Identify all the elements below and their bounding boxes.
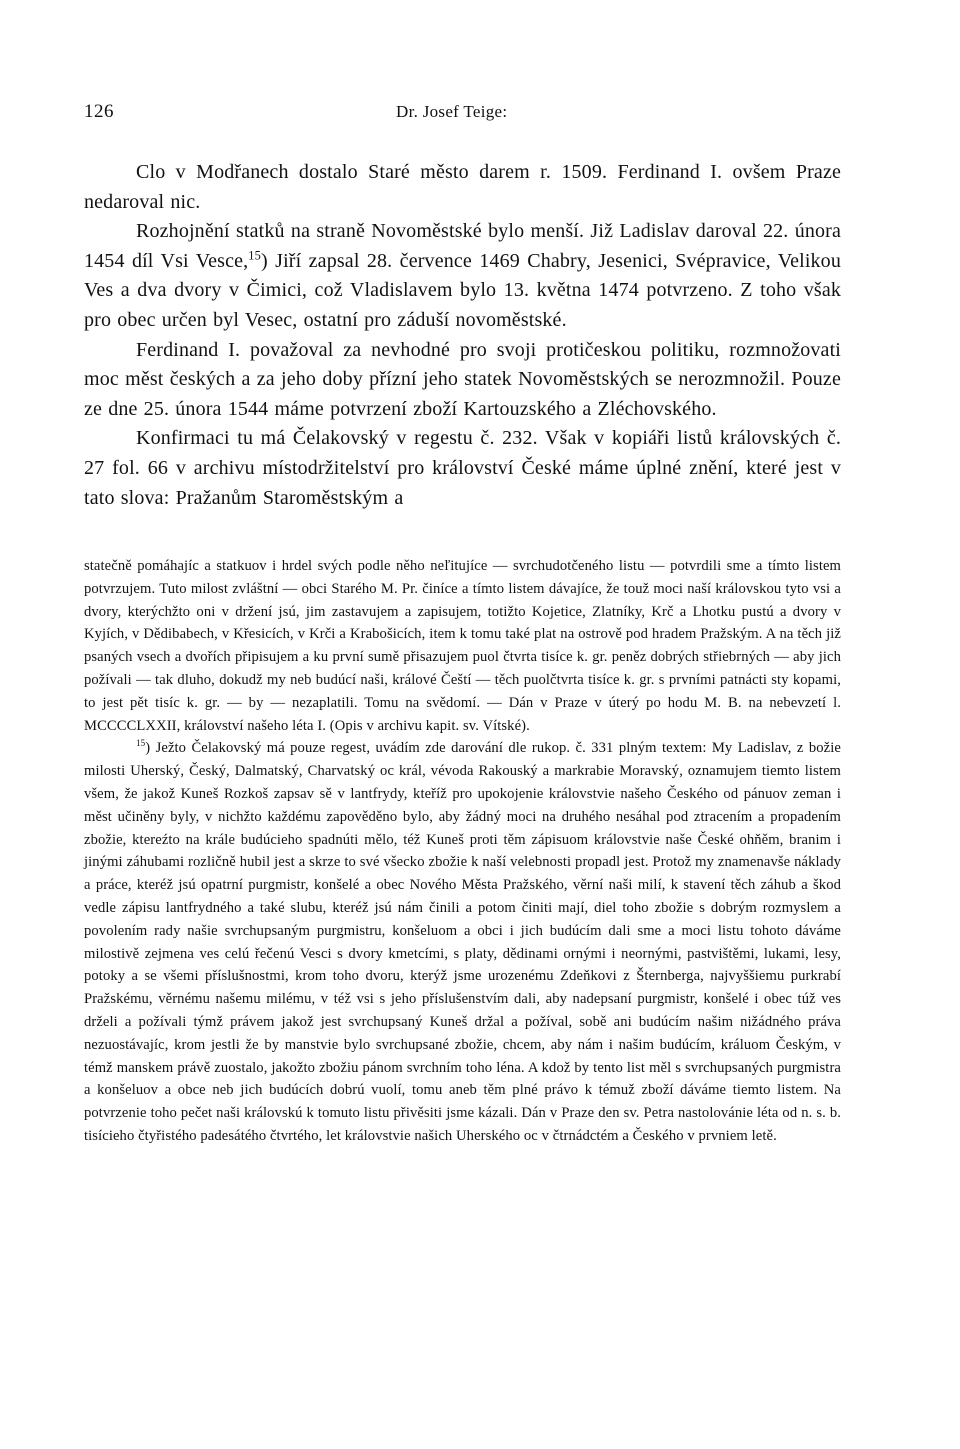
paragraph-text: Clo v Modřanech dostalo Staré město darem r. 1509. Ferdinand I. ovšem Praze nedaroval nic. bbox=[84, 161, 841, 213]
footnote-number: 15 bbox=[136, 738, 146, 749]
page-number: 126 bbox=[84, 101, 114, 122]
running-head: Dr. Josef Teige: bbox=[396, 102, 508, 121]
paragraph bbox=[84, 217, 841, 335]
footnote bbox=[84, 737, 841, 1147]
paragraph bbox=[84, 158, 841, 217]
paragraph-text: Ferdinand I. považoval za nevhodné pro svoji protičeskou politiku, rozmnožovati moc měst českých a za jeho doby přízní jeho statek Novoměstských se nerozmnožil. Pouze ze dne 25. února 1544 máme potvrzení zboží Kartouzského a Zléchovského. bbox=[84, 338, 841, 420]
footnote-text: ) Ježto Čelakovský má pouze regest, uvádím zde darování dle rukop. č. 331 plným textem: My Ladislav, z božie milosti Uherský, Český, Dalmatský, Charvatský oc král, vévoda Rakouský a markrabie Moravský, oznamujem tiemto listem všem, že jakož Kuneš Rozkoš zapsav sě v lantfrydy, kteříž pro upokojenie královstvie našeho Českého od pánuov zeman i měst učiněny byly, v nichžto každému zapověděno bylo, aby žádný moci na druhého nesáhal pod ztracením a propadením zbožie, ktereźto na krále budúcieho spadnúti mělo, též Kuneš proti těm zápisuom královstvie naše České ohňěm, branim i jinými záhubami rozličně hubil jest a skrze to své všecko zbožie k naší velebnosti propadl jest. Protož my znamenavše náklady a práce, kteréž jsú opatrní purgmistr, konšelé a obec Nového Města Pražského, věrní naši milí, k stavení těch záhub a škod vedle zápisu lantfrydného a také slubu, kteréž jsú nám činili a potom činiti mají, diel toho zbožie s dobrým rozmyslem a povolením rady našie svrchupsaným purgmistru, konšeluom a obci i jich budúcím dali sme a moci listu tohoto dáváme milostivě zejmena ves celú řečenú Vesci s dvory kmetcími, s platy, dědinami ornými i neornými, pastvištěmi, lukami, lesy, potoky a se všemi příslušnostmi, krom toho dvoru, kterýž jsme urozenému Zdeňkovi z Šternberga, najvyššiemu purkrabí Pražskému, věrnému našemu milému, v též vsi s jeho příslušenstvím dali, aby nadepsaní purgmistr, konšelé i obec túž ves drželi a požívali týmž právem jakož jest svrchupsaný Kuneš držal a požíval, sobě ani budúcím našim nižádného práva nezuostávajíc, krom jestli že by manstvie bylo svrchupsané zbožie, chcem, aby nám i našim budúcím, králuom Českým, v témž manskem právě zuostalo, jakožto zbožiu pánom svrchním toho léna. A kdož by tento list měl s svrchupsaných purgmistra a konšeluov a obce neb jich budúcích dobrú vuolí, tomu aneb těm plné právo k témuž zboží dáváme tiemto listem. Na potvrzenie toho pečet naši královskú k tomuto listu přivěsiti jsme kázali. Dán v Praze den sv. Petra nastolovánie léta od n. s. b. tisícieho čtyřistého padesátého čtvrtého, let královstvie našich Uherského oc v čtrnádctém a Českého v prvniem letě. bbox=[84, 740, 841, 1144]
paragraph-text: Rozhojnění statků na straně Novoměstské bylo menší. Již Ladislav daroval 22. února 1454 díl Vsi Vesce, bbox=[84, 220, 841, 272]
main-text bbox=[84, 158, 841, 513]
footnotes bbox=[84, 555, 841, 1148]
paragraph bbox=[84, 336, 841, 425]
footnote-reference: 15 bbox=[248, 248, 261, 263]
paragraph-text: ) Jiří zapsal 28. července 1469 Chabry, Jesenici, Svépravice, Velikou Ves a dva dvory v Čimici, což Vladislavem bylo 13. května 1474 potvrzeno. Z toho však pro obec určen byl Vesec, ostatní pro záduší novoměstské. bbox=[84, 249, 841, 331]
footnote-continuation bbox=[84, 555, 841, 737]
paragraph bbox=[84, 424, 841, 513]
footnote-text: statečně pomáhajíc a statkuov i hrdel svých podle něho neľitujíce — svrchudotčeného listu — potvrdili sme a tímto listem potvrzujem. Tuto milost zvláštní — obci Starého M. Pr. činíce a tímto listem dávajíce, že touž moci naší královskou tyto vsi a dvory, kterýchžto oni v držení jsú, jim zastavujem a zapisujem, totižto Kojetice, Zlatníky, Krč a Lhotku pustú a dvory v Kyjích, v Dědibabech, v Křesicích, v Krči a Krabošicích, item k tomu také plat na ostrově pod hradem Pražským. A na těch již psaných vsech a dvořích připisujem a ku první sumě přisazujem puol čtvrta tisíce k. gr. peněz dobrých střiebrných — aby jich požívali — tak dluho, dokudž my neb budúcí naši, králové Čeští — těch puolčtvrta tisíce k. gr. s prvními patnácti sty kopami, to jest pět tisíc k. gr. — by — nezaplatili. Tomu na svědomí. — Dán v Praze v úterý po hodu M. B. na nebevzetí l. MCCCCLXXII, království našeho léta I. (Opis v archivu kapit. sv. Vítské). bbox=[84, 558, 841, 734]
paragraph-text: Konfirmaci tu má Čelakovský v regestu č. 232. Však v kopiáři listů královských č. 27 fol. 66 v archivu místodržitelství pro království České máme úplné znění, které jest v tato slova: Pražanům Staroměstským a bbox=[84, 427, 841, 509]
page-header bbox=[84, 101, 841, 131]
